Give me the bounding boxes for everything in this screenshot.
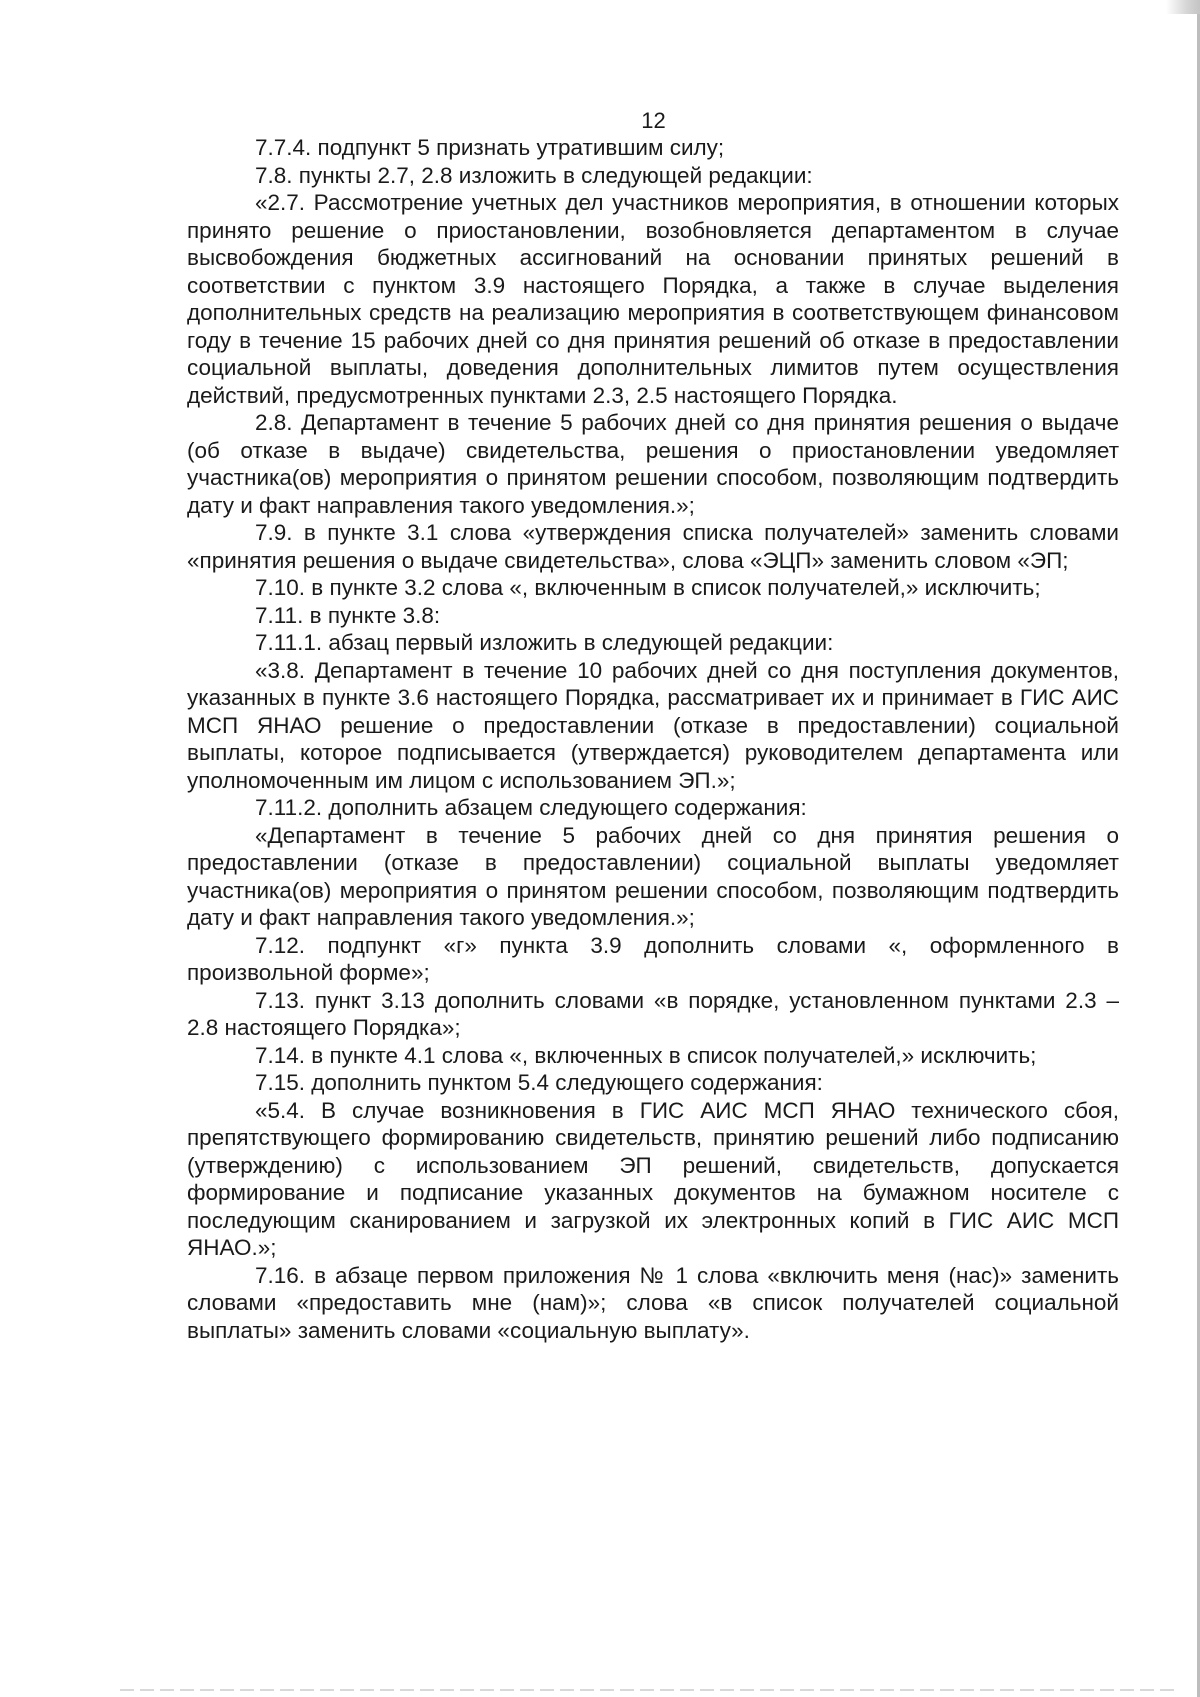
scan-bottom-edge xyxy=(120,1689,1180,1691)
paragraph-2-8: 2.8. Департамент в течение 5 рабочих дней со дня принятия решения о выдаче (об отказе в выдаче) свидетельства, решения о приостановлении уведомляет участника(ов) мероприятия о принятом решении способом, позволяющим подтвердить дату и факт направления такого уведомления.»; xyxy=(187,410,1119,518)
paragraph-3-8: «3.8. Департамент в течение 10 рабочих дней со дня поступления документов, указанных в пункте 3.6 настоящего Порядка, рассматривает их и принимает в ГИС АИС МСП ЯНАО решение о предоставлении (отказе в предоставлении) социальной выплаты, которое подписывается (утверждается) руководителем департамента или уполномоченным им лицом с использованием ЭП.»; xyxy=(187,657,1119,793)
scan-corner-mark xyxy=(1166,0,1200,14)
paragraph-7-15: 7.15. дополнить пунктом 5.4 следующего содержания: xyxy=(255,1070,823,1095)
paragraph-2-7: «2.7. Рассмотрение учетных дел участников мероприятия, в отношении которых принято решение о приостановлении, возобновляется департаментом в случае высвобождения бюджетных ассигнований на основании принятых решений в соответствии с пунктом 3.9 настоящего Порядка, а также в случае выделения дополнительных средств на реализацию мероприятия в соответствующем финансовом году в течение 15 рабочих дней со дня принятия решений об отказе в предоставлении социальной выплаты, доведения дополнительных лимитов путем осуществления действий, предусмотренных пунктами 2.3, 2.5 настоящего Порядка. xyxy=(187,190,1119,408)
paragraph-7-12: 7.12. подпункт «г» пункта 3.9 дополнить словами «, оформленного в произвольной форме»; xyxy=(187,932,1119,985)
document-body xyxy=(187,134,1119,1344)
paragraph-7-11-1: 7.11.1. абзац первый изложить в следующей редакции: xyxy=(255,630,834,655)
paragraph-7-13: 7.13. пункт 3.13 дополнить словами «в порядке, установленном пунктами 2.3 – 2.8 настоящего Порядка»; xyxy=(187,987,1119,1040)
paragraph-7-14: 7.14. в пункте 4.1 слова «, включенных в список получателей,» исключить; xyxy=(255,1042,1037,1068)
paragraph-notification: «Департамент в течение 5 рабочих дней со дня принятия решения о предоставлении (отказе в предоставлении) социальной выплаты уведомляет участника(ов) мероприятия о принятом решении способом, позволяющим подтвердить дату и факт направления такого уведомления.»; xyxy=(187,822,1119,930)
paragraph-7-10: 7.10. в пункте 3.2 слова «, включенным в список получателей,» исключить; xyxy=(255,575,1041,600)
paragraph-7-11-2: 7.11.2. дополнить абзацем следующего содержания: xyxy=(255,795,807,820)
paragraph-7-7-4: 7.7.4. подпункт 5 признать утратившим силу; xyxy=(255,135,725,160)
paragraph-5-4: «5.4. В случае возникновения в ГИС АИС МСП ЯНАО технического сбоя, препятствующего формированию свидетельств, принятию решений либо подписанию (утверждению) с использованием ЭП решений, свидетельств, допускается формирование и подписание указанных документов на бумажном носителе с последующим сканированием и загрузкой их электронных копий в ГИС АИС МСП ЯНАО.»; xyxy=(187,1097,1119,1260)
paragraph-7-16: 7.16. в абзаце первом приложения № 1 слова «включить меня (нас)» заменить словами «предоставить мне (нам)»; слова «в список получателей социальной выплаты» заменить словами «социальную выплату». xyxy=(187,1262,1119,1343)
page-number: 12 xyxy=(641,108,666,133)
paragraph-7-9: 7.9. в пункте 3.1 слова «утверждения списка получателей» заменить словами «принятия решения о выдаче свидетельства», слова «ЭЦП» заменить словом «ЭП; xyxy=(187,520,1119,573)
paragraph-7-8: 7.8. пункты 2.7, 2.8 изложить в следующей редакции: xyxy=(255,162,813,188)
paragraph-7-11: 7.11. в пункте 3.8: xyxy=(255,602,441,628)
